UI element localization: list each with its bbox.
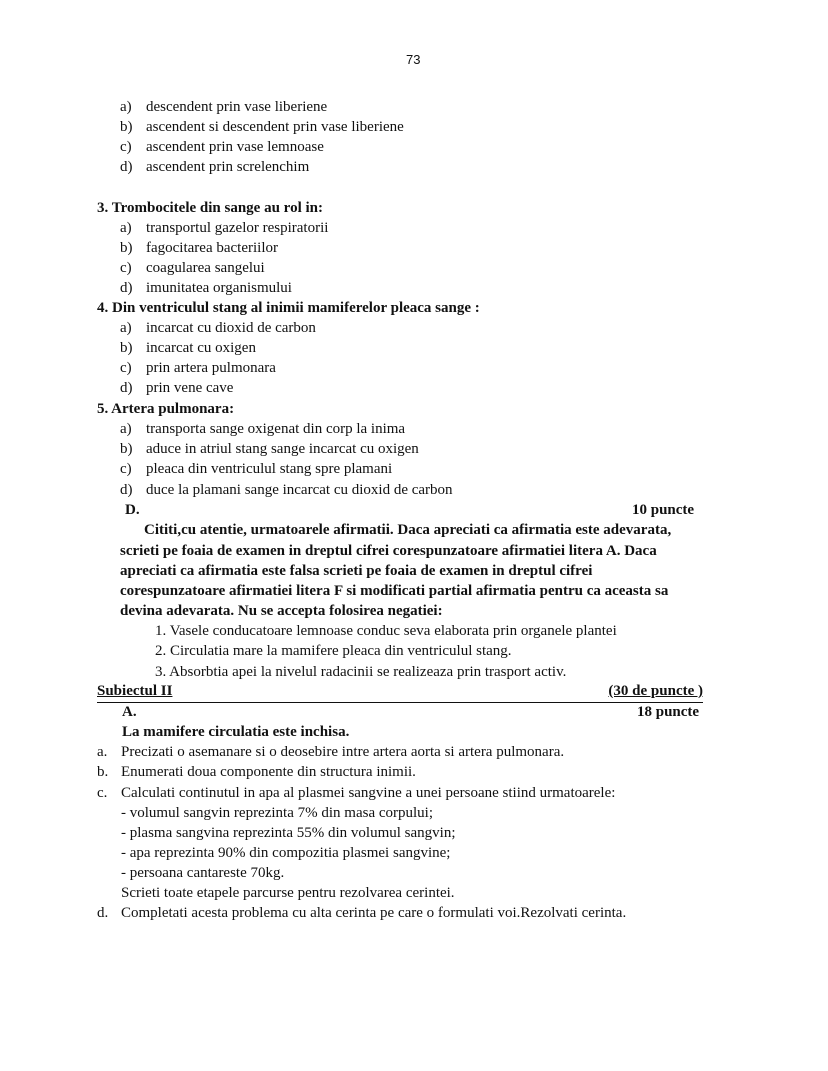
q4-option-a [120, 318, 316, 338]
option-label: a) [120, 99, 132, 115]
section-d-label: D. [125, 502, 140, 518]
option-label: d) [120, 380, 133, 396]
q3-option-a [120, 218, 328, 238]
part-a-item-a [97, 742, 564, 762]
q4-option-b [120, 338, 256, 358]
q2-option-c [120, 137, 324, 157]
option-text: incarcat cu dioxid de carbon [146, 320, 316, 336]
part-a-label: A. [122, 704, 137, 720]
q3-option-b [120, 238, 278, 258]
item-text: Completati acesta problema cu alta cerinta pe care o formulati voi.Rezolvati cerinta. [121, 905, 627, 921]
item-text: Enumerati doua componente din structura inimii. [121, 764, 416, 780]
option-text: ascendent prin vase lemnoase [146, 139, 324, 155]
q3-option-c [120, 258, 265, 278]
item-c-detail: - apa reprezinta 90% din compozitia plasmei sangvine; [121, 845, 451, 861]
subject-2-points: (30 de puncte ) [608, 683, 703, 699]
q2-option-d [120, 157, 309, 177]
option-text: ascendent prin screlenchim [146, 159, 310, 175]
option-text: descendent prin vase liberiene [146, 99, 328, 115]
option-label: c) [120, 260, 132, 276]
option-text: transporta sange oxigenat din corp la inima [146, 421, 406, 437]
option-label: a) [120, 320, 132, 336]
q5-option-c [120, 459, 392, 479]
part-a-item-d [97, 903, 626, 923]
option-text: ascendent si descendent prin vase liberiene [146, 119, 404, 135]
option-label: b) [120, 240, 133, 256]
option-label: c) [120, 139, 132, 155]
q5-title: 5. Artera pulmonara: [97, 401, 235, 417]
item-label: a. [97, 744, 108, 760]
option-label: a) [120, 220, 132, 236]
q2-option-b [120, 117, 404, 137]
item-c-detail: Scrieti toate etapele parcurse pentru rezolvarea cerintei. [121, 885, 455, 901]
option-text: pleaca din ventriculul stang spre plamani [146, 461, 393, 477]
statement-1: 1. Vasele conducatoare lemnoase conduc seva elaborata prin organele plantei [155, 623, 617, 639]
item-c-detail: - plasma sangvina reprezinta 55% din volumul sangvin; [121, 825, 456, 841]
q3-option-d [120, 278, 292, 298]
option-text: coagularea sangelui [146, 260, 265, 276]
q2-option-a [120, 97, 327, 117]
option-label: b) [120, 119, 133, 135]
q4-option-c [120, 358, 276, 378]
section-d-instruction-line: devina adevarata. Nu se accepta folosirea negatiei: [120, 603, 443, 619]
option-label: a) [120, 421, 132, 437]
item-c-detail: - volumul sangvin reprezinta 7% din masa corpului; [121, 805, 434, 821]
statement-3: 3. Absorbtia apei la nivelul radacinii se realizeaza prin trasport activ. [155, 664, 567, 680]
option-text: imunitatea organismului [146, 280, 292, 296]
option-label: b) [120, 441, 133, 457]
item-label: d. [97, 905, 109, 921]
option-text: aduce in atriul stang sange incarcat cu oxigen [146, 441, 419, 457]
subject-2-header [97, 682, 703, 703]
q4-option-d [120, 378, 233, 398]
option-text: prin artera pulmonara [146, 360, 276, 376]
option-label: b) [120, 340, 133, 356]
section-d-instruction-line: scrieti pe foaia de examen in dreptul cifrei corespunzatoare afirmatiei litera A. Daca [120, 543, 657, 559]
option-text: incarcat cu oxigen [146, 340, 256, 356]
q5-option-a [120, 419, 405, 439]
option-label: d) [120, 159, 133, 175]
section-d-instruction-line: apreciati ca afirmatia este falsa scrieti pe foaia de examen in dreptul cifrei [120, 563, 593, 579]
q5-option-b [120, 439, 419, 459]
section-d-instruction-line: Cititi,cu atentie, urmatoarele afirmatii. Daca apreciati ca afirmatia este adevarata, [144, 522, 672, 538]
option-label: c) [120, 461, 132, 477]
item-text: Precizati o asemanare si o deosebire intre artera aorta si artera pulmonara. [121, 744, 565, 760]
item-label: b. [97, 764, 109, 780]
part-a-item-c [97, 783, 615, 803]
q4-title: 4. Din ventriculul stang al inimii mamiferelor pleaca sange : [97, 300, 480, 316]
option-text: fagocitarea bacteriilor [146, 240, 278, 256]
part-a-points: 18 puncte [637, 704, 700, 720]
statement-2: 2. Circulatia mare la mamifere pleaca din ventriculul stang. [155, 643, 512, 659]
part-a-intro: La mamifere circulatia este inchisa. [122, 724, 350, 740]
subject-2-title: Subiectul II [97, 683, 173, 699]
item-text: Calculati continutul in apa al plasmei sangvine a unei persoane stiind urmatoarele: [121, 785, 616, 801]
option-label: d) [120, 280, 133, 296]
section-d-points: 10 puncte [632, 502, 695, 518]
page-number: 73 [406, 52, 421, 67]
option-label: d) [120, 482, 133, 498]
option-label: c) [120, 360, 132, 376]
part-a-item-b [97, 762, 416, 782]
option-text: transportul gazelor respiratorii [146, 220, 329, 236]
q3-title: 3. Trombocitele din sange au rol in: [97, 200, 323, 216]
item-label: c. [97, 785, 108, 801]
item-c-detail: - persoana cantareste 70kg. [121, 865, 285, 881]
option-text: duce la plamani sange incarcat cu dioxid de carbon [146, 482, 453, 498]
q5-option-d [120, 480, 453, 500]
option-text: prin vene cave [146, 380, 234, 396]
section-d-instruction-line: corespunzatoare afirmatiei litera F si modificati partial afirmatia pentru ca aceasta sa [120, 583, 669, 599]
